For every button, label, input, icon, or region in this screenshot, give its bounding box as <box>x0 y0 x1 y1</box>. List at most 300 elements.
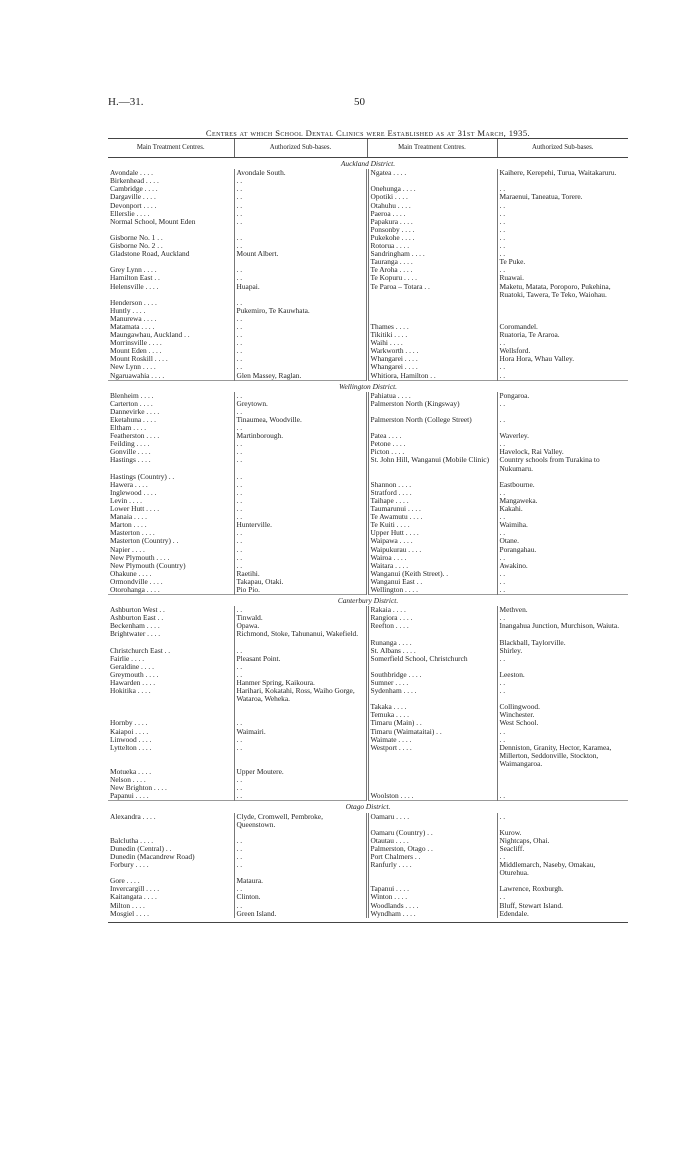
sub-base-cell: Methven. <box>497 606 628 614</box>
main-centre-cell: Inglewood . . . . <box>110 487 157 497</box>
sub-base-cell: . . <box>234 193 367 201</box>
sub-base-cell: . . <box>497 893 628 901</box>
sub-base-cell: . . <box>497 529 628 537</box>
sub-base-cell: Nightcaps, Ohai. <box>497 837 628 845</box>
sub-base-cell: Shirley. <box>497 647 628 655</box>
sub-base-cell: . . <box>234 554 367 562</box>
sub-base-cell: Kurow. <box>497 829 628 837</box>
main-centre-cell: Thames . . . . <box>367 323 497 331</box>
sub-base-cell: Eastbourne. <box>497 481 628 489</box>
sub-base-cell: Ruawai. <box>497 274 628 282</box>
sub-base-cell: Havelock, Rai Valley. <box>497 448 628 456</box>
main-centre-cell: Masterton (Country) . . <box>110 536 179 546</box>
main-centre-cell: Ngaruawahia . . . . <box>110 370 165 380</box>
main-centre-cell: Westport . . . . <box>367 744 497 768</box>
sub-base-cell: Bluff, Stewart Island. <box>497 902 628 910</box>
sub-base-cell: . . <box>234 202 367 210</box>
table-row <box>108 537 628 545</box>
sub-base-cell: . . <box>497 728 628 736</box>
sub-base-cell: . . <box>234 408 367 416</box>
table-row <box>108 339 628 347</box>
report-reference: H.—31. <box>108 96 144 108</box>
sub-base-cell: Pongaroa. <box>497 392 628 400</box>
sub-base-cell: . . <box>234 392 367 400</box>
main-centre-cell: Te Paroa – Totara . . <box>367 283 497 299</box>
main-centre-cell <box>108 703 234 711</box>
sub-base-cell <box>497 177 628 185</box>
sub-base-cell: . . <box>234 424 367 432</box>
table-row <box>108 432 628 440</box>
table-row <box>108 481 628 489</box>
sub-base-cell: Waverley. <box>497 432 628 440</box>
sub-base-cell: Maraenui, Taneatua, Torere. <box>497 193 628 201</box>
main-centre-cell: Wanganui East . . <box>367 578 497 586</box>
main-centre-cell: Te Aroha . . . . <box>367 266 497 274</box>
sub-base-cell: . . <box>234 546 367 554</box>
main-centre-cell: Waitara . . . . <box>367 562 497 570</box>
table-row <box>108 885 628 893</box>
main-centre-cell: Featherston . . . . <box>110 431 160 441</box>
sub-base-cell: . . <box>234 218 367 226</box>
table-row <box>108 169 628 177</box>
main-centre-cell: Paeroa . . . . <box>367 210 497 218</box>
main-centre-cell: Manaia . . . . <box>110 512 147 522</box>
sub-base-cell: . . <box>234 210 367 218</box>
table-row <box>108 655 628 663</box>
main-centre-cell: Runanga . . . . <box>367 639 497 647</box>
table-row <box>108 315 628 323</box>
main-centre-cell: Dargaville . . . . <box>110 192 156 202</box>
main-centre-cell: Rotorua . . . . <box>367 242 497 250</box>
sub-base-cell: Blackball, Taylorville. <box>497 639 628 647</box>
sub-base-cell: . . <box>497 440 628 448</box>
main-centre-cell: Pukekohe . . . . <box>367 234 497 242</box>
bottom-rule <box>108 922 628 923</box>
main-centre-cell: Whitiora, Hamilton . . <box>367 372 497 381</box>
sub-base-cell: . . <box>234 861 367 877</box>
sub-base-cell: Lawrence, Roxburgh. <box>497 885 628 893</box>
sub-base-cell: . . <box>497 363 628 371</box>
main-centre-cell: Devonport . . . . <box>110 200 157 210</box>
table-row <box>108 784 628 792</box>
main-centre-cell: Otorohanga . . . . <box>110 584 160 594</box>
sub-base-cell: . . <box>234 792 367 801</box>
main-centre-cell: Waimate . . . . <box>367 736 497 744</box>
table-row <box>108 283 628 299</box>
table-row <box>108 513 628 521</box>
main-centre-cell: Masterton . . . . <box>110 528 155 538</box>
sub-base-cell: . . <box>497 202 628 210</box>
sub-base-cell: . . <box>234 274 367 282</box>
main-centre-cell: Tikitiki . . . . <box>367 331 497 339</box>
main-centre-cell: Manurewa . . . . <box>110 313 157 323</box>
main-centre-cell: Dunedin (Central) . . <box>110 843 172 853</box>
sub-base-cell: . . <box>234 776 367 784</box>
document-page <box>108 0 628 923</box>
main-centre-cell: Wellington . . . . <box>367 586 497 595</box>
main-centre-cell: Maungawhau, Auckland . . <box>110 330 190 340</box>
main-centre-cell: Gladstone Road, Auckland <box>110 249 190 259</box>
sub-base-cell: Ruatoria, Te Araroa. <box>497 331 628 339</box>
main-centre-cell: New Brighton . . . . <box>110 783 167 793</box>
sub-base-cell: . . <box>234 473 367 481</box>
main-centre-cell: Dannevirke . . . . <box>110 406 160 416</box>
table-row <box>108 408 628 416</box>
table-row <box>108 505 628 513</box>
sub-base-cell: . . <box>497 250 628 258</box>
sub-base-cell: Coromandel. <box>497 323 628 331</box>
sub-base-cell: Huapai. <box>234 283 367 299</box>
sub-base-cell: . . <box>497 234 628 242</box>
sub-base-cell: . . <box>234 671 367 679</box>
main-centre-cell: Te Kopuru . . . . <box>367 274 497 282</box>
main-centre-cell: Lyttelton . . . . <box>110 742 152 752</box>
main-centre-cell: Fairlie . . . . <box>110 653 145 663</box>
main-centre-cell: Greymouth . . . . <box>110 669 159 679</box>
main-centre-cell: Grey Lynn . . . . <box>110 265 157 275</box>
main-centre-cell: Tauranga . . . . <box>367 258 497 266</box>
page-header <box>108 96 628 126</box>
main-centre-cell: Southbridge . . . . <box>367 671 497 679</box>
sub-base-cell: . . <box>234 837 367 845</box>
table-row <box>108 910 628 918</box>
table-row <box>108 177 628 185</box>
sub-base-cell: . . <box>234 331 367 339</box>
main-centre-cell: Hawarden . . . . <box>110 678 156 687</box>
sub-base-cell <box>497 776 628 784</box>
sub-base-cell: Inangahua Junction, Murchison, Waiuta. <box>497 622 628 630</box>
sub-base-cell: . . <box>234 323 367 331</box>
main-centre-cell: St. John Hill, Wanganui (Mobile Clinic) <box>367 456 497 472</box>
main-centre-cell: Papakura . . . . <box>367 218 497 226</box>
table-title: Centres at which School Dental Clinics were Established as at 31st March, 1935. <box>205 128 531 138</box>
sub-base-cell: . . <box>234 606 367 614</box>
main-centre-cell: Hamilton East . . <box>110 273 160 283</box>
sub-base-cell <box>234 258 367 266</box>
main-centre-cell: Dunedin (Macandrew Road) <box>110 851 195 861</box>
main-centre-cell: Christchurch East . . <box>110 645 171 655</box>
main-centre-cell: Ranfurly . . . . <box>367 861 497 877</box>
clinics-table <box>108 138 628 918</box>
sub-base-cell: Seacliff. <box>497 845 628 853</box>
sub-base-cell: . . <box>234 663 367 671</box>
sub-base-cell: Waimairi. <box>234 728 367 736</box>
table-row <box>108 400 628 408</box>
table-row <box>108 776 628 784</box>
sub-base-cell: . . <box>497 416 628 424</box>
sub-base-cell: Mount Albert. <box>234 250 367 258</box>
sub-base-cell: . . <box>234 363 367 371</box>
main-centre-cell: Beckenham . . . . <box>110 621 160 631</box>
sub-base-cell: Pukemiro, Te Kauwhata. <box>234 307 367 315</box>
main-centre-cell: Ellerslie . . . . <box>110 208 150 218</box>
main-centre-cell: Alexandra . . . . <box>110 811 156 821</box>
main-centre-cell: Gore . . . . <box>110 876 140 886</box>
sub-base-cell: . . <box>497 218 628 226</box>
sub-base-cell: . . <box>497 655 628 663</box>
sub-base-cell: Mataura. <box>234 877 367 885</box>
table-row <box>108 671 628 679</box>
table-row <box>108 355 628 363</box>
table-row <box>108 711 628 719</box>
table-row <box>108 902 628 910</box>
sub-base-cell: Country schools from Turakina to Nukumaru. <box>497 456 628 472</box>
sub-base-cell: . . <box>234 736 367 744</box>
main-centre-cell: Avondale . . . . <box>110 168 153 178</box>
main-centre-cell: Woolston . . . . <box>367 792 497 801</box>
sub-base-cell <box>497 784 628 792</box>
table-row <box>108 266 628 274</box>
main-centre-cell: Milton . . . . <box>110 900 145 910</box>
sub-base-cell: Avondale South. <box>234 169 367 177</box>
main-centre-cell: Ormondville . . . . <box>110 576 163 586</box>
main-centre-cell: Mosgiel . . . . <box>110 908 150 918</box>
sub-base-cell: . . <box>234 234 367 242</box>
main-centre-cell: Patea . . . . <box>367 432 497 440</box>
sub-base-cell: . . <box>234 242 367 250</box>
main-centre-cell: Petone . . . . <box>367 440 497 448</box>
district-heading: Otago District. <box>108 801 628 813</box>
table-row <box>108 489 628 497</box>
table-row <box>108 424 628 432</box>
main-centre-cell: Palmerston North (Kingsway) <box>367 400 497 408</box>
column-header: Main Treatment Centres. <box>108 139 234 158</box>
sub-base-cell: . . <box>234 784 367 792</box>
main-centre-cell: Forbury . . . . <box>110 860 149 870</box>
sub-base-cell: Tinwald. <box>234 614 367 622</box>
main-centre-cell: Hokitika . . . . <box>110 686 151 696</box>
table-header-row <box>108 139 628 158</box>
sub-base-cell: Middlemarch, Naseby, Omakau, Oturehua. <box>497 861 628 877</box>
district-heading: Wellington District. <box>108 380 628 392</box>
main-centre-cell: Gisborne No. 2 . . <box>110 241 163 251</box>
main-centre-cell: Picton . . . . <box>367 448 497 456</box>
table-row <box>108 578 628 586</box>
sub-base-cell: . . <box>497 226 628 234</box>
main-centre-cell: Oamaru . . . . <box>367 813 497 829</box>
table-row <box>108 663 628 671</box>
column-header: Authorized Sub-bases. <box>234 139 367 158</box>
sub-base-cell: . . <box>497 679 628 687</box>
sub-base-cell <box>234 829 367 837</box>
sub-base-cell <box>497 307 628 315</box>
main-centre-cell: New Plymouth (Country) <box>110 560 186 570</box>
table-row <box>108 679 628 687</box>
sub-base-cell: . . <box>497 372 628 381</box>
sub-base-cell: . . <box>234 505 367 513</box>
main-centre-cell: Upper Hutt . . . . <box>367 529 497 537</box>
main-centre-cell: Reefton . . . . <box>367 622 497 630</box>
main-centre-cell: Wanganui (Keith Street). . <box>367 570 497 578</box>
sub-base-cell: Mangaweka. <box>497 497 628 505</box>
sub-base-cell: . . <box>497 400 628 408</box>
main-centre-cell: Nelson . . . . <box>110 775 146 785</box>
main-centre-cell: Sandringham . . . . <box>367 250 497 258</box>
main-centre-cell: Kaitangata . . . . <box>110 892 157 902</box>
sub-base-cell: . . <box>234 853 367 861</box>
main-centre-cell: Temuka . . . . <box>367 711 497 719</box>
district-heading-row <box>108 595 628 607</box>
table-row <box>108 768 628 776</box>
sub-base-cell: . . <box>234 481 367 489</box>
table-row <box>108 392 628 400</box>
district-heading: Auckland District. <box>340 159 396 169</box>
main-centre-cell: Hornby . . . . <box>110 718 148 728</box>
main-centre-cell: Wyndham . . . . <box>367 910 497 918</box>
district-heading-row <box>108 380 628 392</box>
main-centre-cell: Eltham . . . . <box>110 423 147 433</box>
sub-base-cell <box>234 226 367 234</box>
sub-base-cell: . . <box>234 719 367 727</box>
main-centre-cell: Cambridge . . . . <box>110 184 158 194</box>
sub-base-cell <box>497 408 628 416</box>
main-centre-cell: Otautau . . . . <box>367 837 497 845</box>
sub-base-cell: Leeston. <box>497 671 628 679</box>
sub-base-cell: . . <box>497 570 628 578</box>
sub-base-cell: . . <box>497 736 628 744</box>
sub-base-cell: Awakino. <box>497 562 628 570</box>
sub-base-cell: Wellsford. <box>497 347 628 355</box>
main-centre-cell: Te Awamutu . . . . <box>367 513 497 521</box>
table-row <box>108 562 628 570</box>
sub-base-cell <box>234 711 367 719</box>
main-centre-cell: New Plymouth . . . . <box>110 552 170 562</box>
table-row <box>108 837 628 845</box>
main-centre-cell: Ohakune . . . . <box>110 568 152 578</box>
main-centre-cell: Somerfield School, Christchurch <box>367 655 497 663</box>
main-centre-cell: Blenheim . . . . <box>110 390 154 400</box>
sub-base-cell: Porangahau. <box>497 546 628 554</box>
sub-base-cell: . . <box>497 210 628 218</box>
table-row <box>108 647 628 655</box>
sub-base-cell: . . <box>234 562 367 570</box>
sub-base-cell: . . <box>497 853 628 861</box>
sub-base-cell: . . <box>234 339 367 347</box>
sub-base-cell: . . <box>497 792 628 801</box>
page-number: 50 <box>354 96 365 108</box>
table-row <box>108 299 628 307</box>
main-centre-cell: Winton . . . . <box>367 893 497 901</box>
sub-base-cell: . . <box>234 315 367 323</box>
table-row <box>108 792 628 801</box>
sub-base-cell: . . <box>497 489 628 497</box>
sub-base-cell: . . <box>234 845 367 853</box>
sub-base-cell: . . <box>234 448 367 456</box>
table-row <box>108 703 628 711</box>
column-header: Main Treatment Centres. <box>367 139 497 158</box>
main-centre-cell <box>367 768 497 776</box>
table-row <box>108 606 628 614</box>
sub-base-cell: Martinborough. <box>234 432 367 440</box>
sub-base-cell: . . <box>497 554 628 562</box>
sub-base-cell: Winchester. <box>497 711 628 719</box>
main-centre-cell: Oamaru (Country) . . <box>367 829 497 837</box>
sub-base-cell: Hanmer Spring, Kaikoura. <box>234 679 367 687</box>
sub-base-cell: Clinton. <box>234 893 367 901</box>
main-centre-cell: Invercargill . . . . <box>110 884 160 894</box>
sub-base-cell: . . <box>234 355 367 363</box>
sub-base-cell: . . <box>234 489 367 497</box>
main-centre-cell: Pahiatua . . . . <box>367 392 497 400</box>
table-row <box>108 546 628 554</box>
sub-base-cell: . . <box>497 513 628 521</box>
sub-base-cell: Clyde, Cromwell, Pembroke, Queenstown. <box>234 813 367 829</box>
main-centre-cell: Hastings . . . . <box>110 455 151 465</box>
table-row <box>108 521 628 529</box>
sub-base-cell: Kakahi. <box>497 505 628 513</box>
main-centre-cell: Shannon . . . . <box>367 481 497 489</box>
sub-base-cell: . . <box>234 497 367 505</box>
main-centre-cell: Palmerston North (College Street) <box>367 416 497 424</box>
main-centre-cell: Opotiki . . . . <box>367 193 497 201</box>
main-centre-cell: Lower Hutt . . . . <box>110 504 160 514</box>
sub-base-cell <box>234 703 367 711</box>
sub-base-cell: . . <box>234 456 367 472</box>
sub-base-cell: . . <box>234 744 367 768</box>
main-centre-cell: Palmerston, Otago . . <box>367 845 497 853</box>
sub-base-cell: Harihari, Kokatahi, Ross, Waiho Gorge, Wataroa, Weheka. <box>234 687 367 703</box>
sub-base-cell: . . <box>234 347 367 355</box>
main-centre-cell: Rangiora . . . . <box>367 614 497 622</box>
table-body <box>108 158 628 918</box>
main-centre-cell: Tapanui . . . . <box>367 885 497 893</box>
main-centre-cell: St. Albans . . . . <box>367 647 497 655</box>
table-row <box>108 586 628 595</box>
sub-base-cell: Kaihere, Kerepehi, Turua, Waitakaruru. <box>497 169 628 177</box>
sub-base-cell: . . <box>497 586 628 595</box>
sub-base-cell <box>234 639 367 647</box>
main-centre-cell: Geraldine . . . . <box>110 661 154 671</box>
table-row <box>108 861 628 877</box>
sub-base-cell: . . <box>497 687 628 703</box>
main-centre-cell: Henderson . . . . <box>110 297 157 307</box>
table-row <box>108 193 628 201</box>
sub-base-cell: Waimiha. <box>497 521 628 529</box>
sub-base-cell: Collingwood. <box>497 703 628 711</box>
main-centre-cell: Otahuhu . . . . <box>367 202 497 210</box>
table-row <box>108 456 628 472</box>
sub-base-cell: . . <box>234 902 367 910</box>
table-row <box>108 813 628 829</box>
sub-base-cell: . . <box>234 440 367 448</box>
table-row <box>108 202 628 210</box>
sub-base-cell: Upper Moutere. <box>234 768 367 776</box>
main-centre-cell: Mount Roskill . . . . <box>110 354 168 364</box>
main-centre-cell: Gisborne No. 1 . . <box>110 232 163 242</box>
sub-base-cell: . . <box>497 339 628 347</box>
main-centre-cell: Mount Eden . . . . <box>110 346 162 356</box>
main-centre-cell: Waihi . . . . <box>367 339 497 347</box>
main-centre-cell: Linwood . . . . <box>110 734 152 744</box>
main-centre-cell: Timaru (Main) . . <box>367 719 497 727</box>
sub-base-cell: Takapau, Otaki. <box>234 578 367 586</box>
main-centre-cell: Stratford . . . . <box>367 489 497 497</box>
main-centre-cell: Port Chalmers . . <box>367 853 497 861</box>
main-centre-cell <box>367 299 497 307</box>
sub-base-cell: Tinaumea, Woodville. <box>234 416 367 424</box>
sub-base-cell: Richmond, Stoke, Tahunanui, Wakefield. <box>234 630 367 638</box>
sub-base-cell: Raetihi. <box>234 570 367 578</box>
sub-base-cell: West School. <box>497 719 628 727</box>
main-centre-cell: Onehunga . . . . <box>367 185 497 193</box>
sub-base-cell: . . <box>234 885 367 893</box>
table-row <box>108 218 628 226</box>
table-row <box>108 416 628 424</box>
main-centre-cell: Whangarei . . . . <box>367 355 497 363</box>
table-row <box>108 639 628 647</box>
sub-base-cell: . . <box>497 813 628 829</box>
table-row <box>108 250 628 258</box>
